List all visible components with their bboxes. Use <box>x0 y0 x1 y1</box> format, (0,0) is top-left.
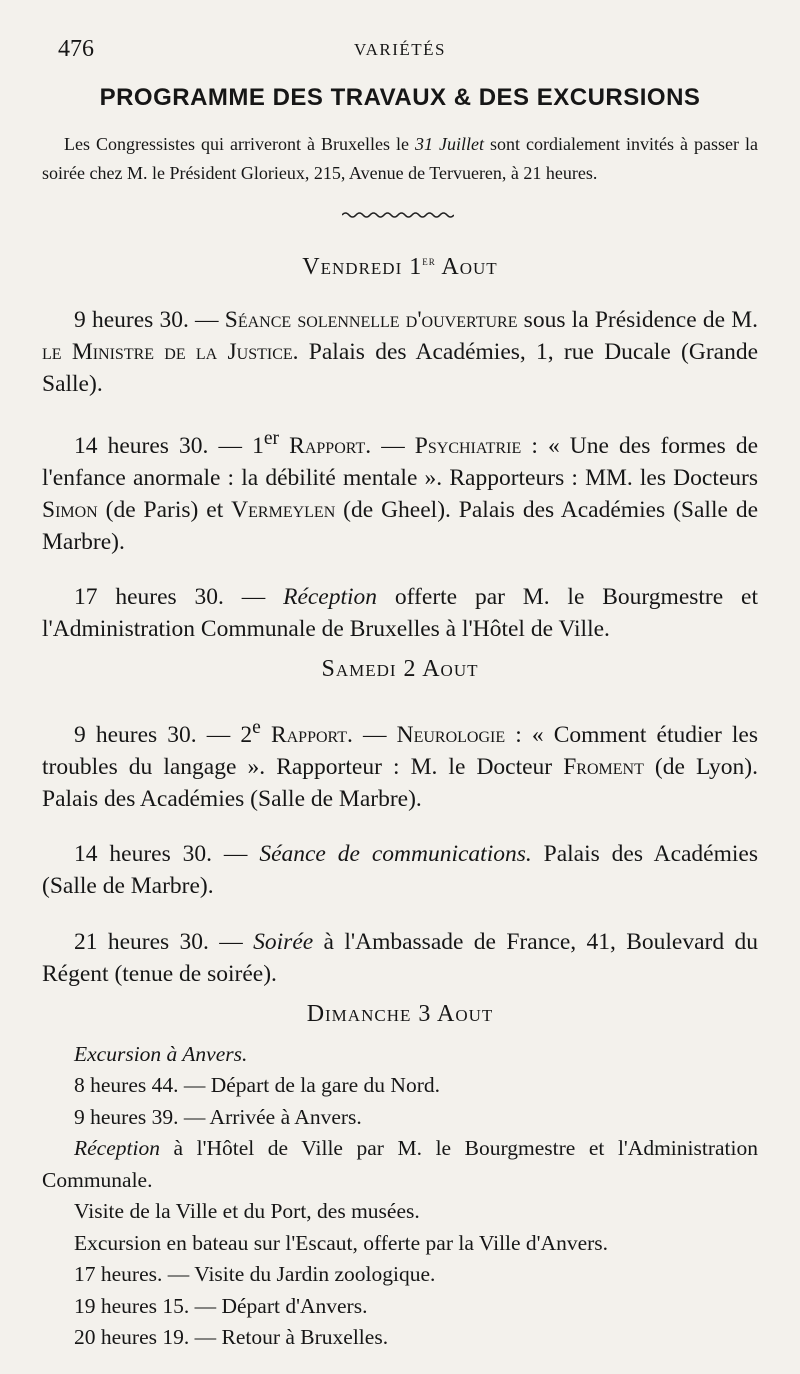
entry-italic: Réception <box>74 1136 160 1161</box>
friday-heading-post: Aout <box>435 254 498 280</box>
page-title: PROGRAMME DES TRAVAUX & DES EXCURSIONS <box>99 84 701 111</box>
entry-text: (de Lyon). Palais des Académies (Salle de Marbre). <box>42 753 759 812</box>
entry-venue: Palais des Académies, 1, rue Ducale (Grande Salle). <box>42 338 758 397</box>
entry-text: à l'Ambassade de France, 41, Boulevard du Régent (tenue de soirée). <box>42 928 758 987</box>
running-head <box>0 36 800 68</box>
sunday-line: 20 heures 19. — Retour à Bruxelles. <box>74 1325 389 1350</box>
entry-title: Rapport. — Neurologie : <box>260 721 522 748</box>
saturday-entry-report-neurology <box>42 712 758 815</box>
saturday-entry-soiree <box>42 926 758 990</box>
friday-entry-report-psychiatry <box>42 423 758 558</box>
sunday-subtitle: Excursion à Anvers. <box>74 1041 248 1066</box>
friday-heading-pre: Vendredi 1 <box>302 254 423 280</box>
rapporteur-name: Vermeylen <box>231 496 336 523</box>
intro-text-b: sont cordialement invités à passer la soirée chez M. le Président Glorieux, 215, Avenue de Tervueren, à 21 heures. <box>42 134 759 183</box>
friday-heading-sup: er <box>422 253 436 268</box>
entry-time: 21 heures 30. — <box>74 928 254 955</box>
entry-italic: Réception <box>283 584 378 611</box>
entry-time: 14 heures 30. — 1 <box>74 432 264 459</box>
entry-text: à l'Hôtel de Ville par M. le Bourgmestre et l'Administration Communale. <box>42 1136 758 1192</box>
rapporteur-name: Froment <box>563 753 644 780</box>
rapporteur-name: Simon <box>42 496 98 523</box>
intro-paragraph <box>42 130 758 188</box>
programme-body <box>42 242 758 1354</box>
sunday-line: 19 heures 15. — Départ d'Anvers. <box>74 1293 368 1318</box>
sunday-line: Visite de la Ville et du Port, des musées. <box>74 1199 420 1224</box>
entry-title: Rapport. — Psychiatrie : <box>279 432 538 459</box>
day-heading-saturday: Samedi 2 Aout <box>321 656 479 683</box>
sunday-line: 9 heures 39. — Arrivée à Anvers. <box>74 1104 362 1129</box>
entry-text: Palais des Académies (Salle de Marbre). <box>42 841 759 900</box>
entry-title: Séance solennelle d'ouverture <box>224 306 518 333</box>
entry-ordinal-sup: e <box>252 716 261 738</box>
day-heading-sunday: Dimanche 3 Aout <box>306 1000 494 1027</box>
entry-time: 14 heures 30. — <box>74 841 260 868</box>
friday-entry-opening <box>42 304 758 400</box>
entry-dignitary: M. le Ministre de la Justice. <box>42 306 758 365</box>
entry-text: « Comment étudier les troubles du langage ». Rapporteur : M. le Docteur <box>42 721 758 780</box>
sunday-line-reception <box>42 1133 758 1196</box>
sunday-line: 17 heures. — Visite du Jardin zoologique. <box>74 1262 436 1287</box>
entry-italic: Séance de communications. <box>259 841 532 868</box>
entry-text: « Une des formes de l'enfance anormale : la débilité mentale ». Rapporteurs : MM. les Docteurs <box>42 432 758 491</box>
entry-ordinal-sup: er <box>263 428 280 449</box>
day-heading-friday <box>42 242 758 280</box>
entry-text: (de Paris) et <box>97 496 232 523</box>
entry-time: 17 heures 30. — <box>74 584 284 611</box>
friday-entry-reception <box>42 581 758 645</box>
page-number: 476 <box>58 36 94 62</box>
sunday-line: Excursion en bateau sur l'Escaut, offerte par la Ville d'Anvers. <box>74 1230 609 1255</box>
entry-text: sous la Présidence de <box>517 306 732 333</box>
entry-italic: Soirée <box>253 928 314 955</box>
wavy-divider <box>342 208 454 222</box>
entry-text: offerte par M. le Bourgmestre et l'Administration Communale de Bruxelles à l'Hôtel de Ville. <box>42 584 758 643</box>
entry-time: 9 heures 30. — 2 <box>74 721 253 748</box>
running-title: VARIÉTÉS <box>354 40 446 59</box>
entry-text: (de Gheel). Palais des Académies (Salle de Marbre). <box>42 496 758 555</box>
entry-time: 9 heures 30. — <box>74 306 225 333</box>
saturday-entry-communications <box>42 838 758 902</box>
intro-text-a: Les Congressistes qui arriveront à Bruxelles le <box>64 134 416 154</box>
intro-date: 31 Juillet <box>415 134 485 154</box>
sunday-line: 8 heures 44. — Départ de la gare du Nord. <box>74 1073 440 1098</box>
